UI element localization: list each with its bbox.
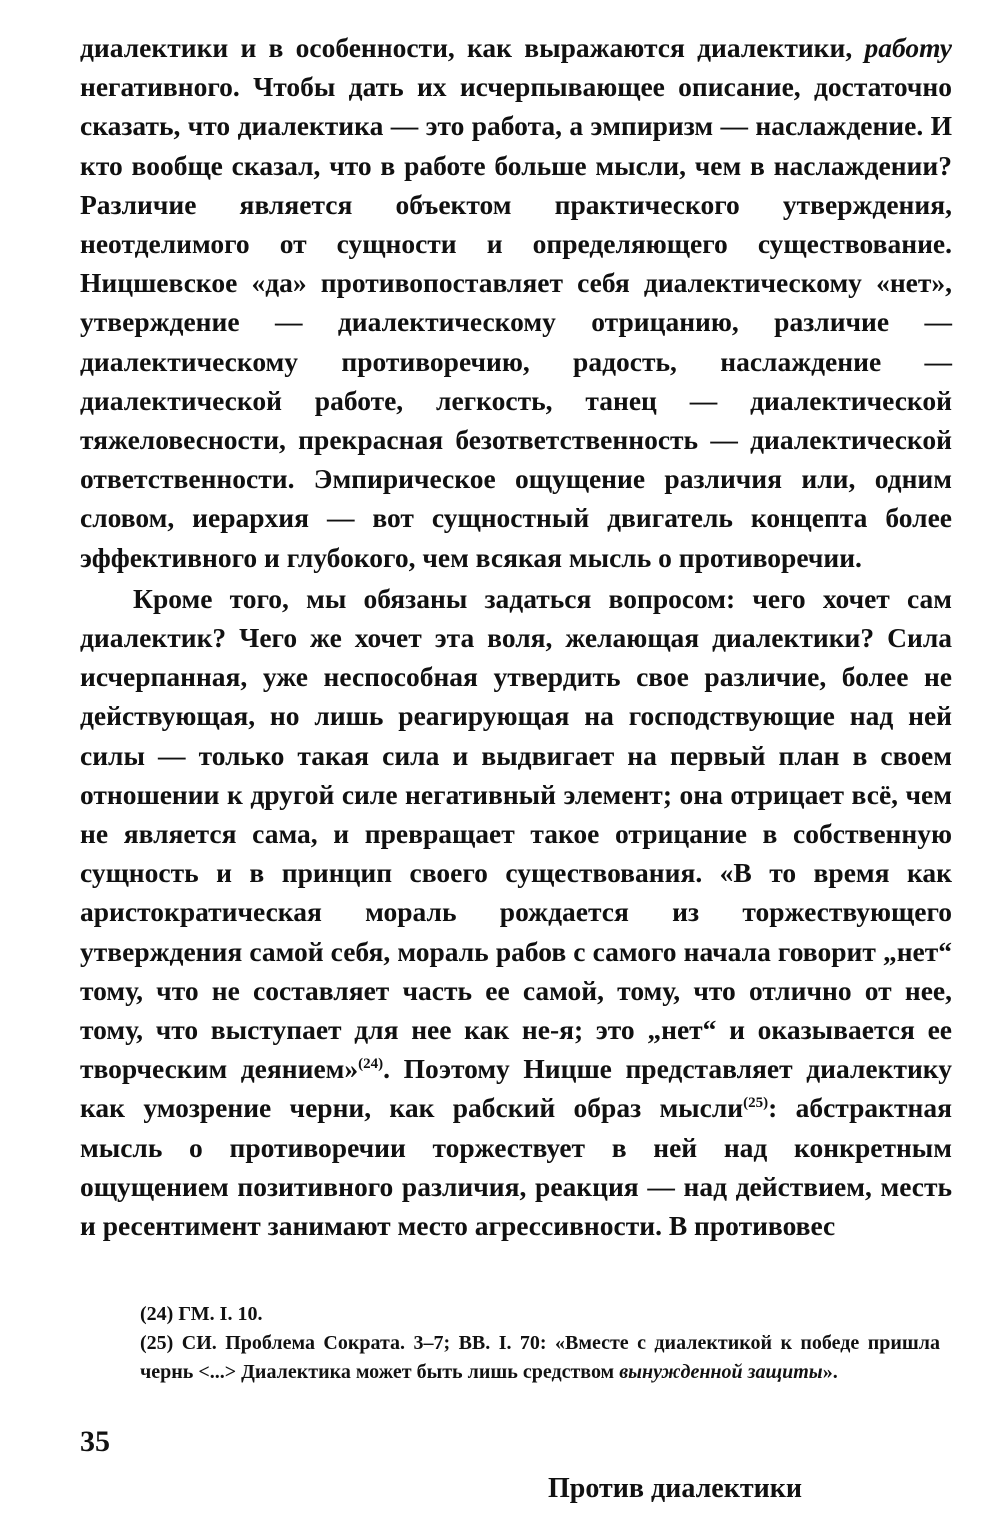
text-span: Кроме того, мы обязаны задаться вопросом: чего хочет сам диалектик? Чего же хочет эта воля, желающая диалектики? Сила исчерпанная, уже неспособная утвердить свое различие, более не действующая, но лишь реагирующая на господствующие над ней силы — только такая сила и выдвигает на первый план в своем отношении к другой силе негативный элемент; она отрицает всё, чем не является сама, и превращает такое отрицание в собственную сущность и в принцип своего существования. «В то время как аристократическая мораль рождается из торжествующего утверждения самой себя, мораль рабов с самого начала говорит „нет“ тому, что не составляет часть ее самой, тому, что отлично от нее, тому, что выступает для нее как не-я; это „нет“ и оказывается ее творческим деянием» (80, 582, 952, 1085)
running-title: Против диалектики (548, 1473, 802, 1504)
italic-text: вынужденной защиты (619, 1361, 823, 1383)
main-text (80, 28, 952, 1245)
text-span: (25) СИ. Проблема Сократа. 3–7; ВВ. I. 70: «Вместе с диалектикой к победе пришла чернь <...> Диалектика может быть лишь средством (140, 1332, 940, 1383)
paragraph (80, 28, 952, 577)
text-span: негативного. Чтобы дать их исчерпывающее описание, достаточно сказать, что диалектика — это работа, а эмпиризм — наслаждение. И кто вообще сказал, что в работе больше мысли, чем в наслаждении? Различие является объектом практического утверждения, неотделимого от сущности и определяющего существование. Ницшевское «да» противопоставляет себя диалектическому «нет», утверждение — диалектическому отрицанию, различие — диалектическому противоречию, радость, наслаждение — диалектической работе, легкость, танец — диалектической тяжеловесности, прекрасная безответственность — диалектической ответственности. Эмпирическое ощущение различия или, одним словом, иерархия — вот сущностный двигатель концепта более эффективного и глубокого, чем всякая мысль о противоречии. (80, 71, 952, 573)
footnote-ref: (24) (358, 1056, 384, 1073)
text-span: : абстрактная мысль о противоречии торжествует в ней над конкретным ощущением позитивного различия, реакция — над действием, месть и ресентимент занимают место агрессивности. В противовес (80, 1092, 952, 1242)
text-span: диалектики и в особенности, как выражаются диалектики, (80, 32, 865, 63)
paragraph (80, 579, 952, 1245)
footnote-ref: (25) (743, 1095, 769, 1112)
page-number: 35 (80, 1425, 110, 1458)
footnote: (24) ГМ. I. 10. (140, 1303, 263, 1325)
footnote (140, 1329, 940, 1387)
text-span: . Поэтому Ницше представляет диалектику как умозрение черни, как рабский образ мысли (80, 1053, 952, 1124)
text-span: ». (822, 1361, 838, 1383)
italic-text: работу (864, 32, 952, 63)
footnotes (140, 1300, 940, 1387)
